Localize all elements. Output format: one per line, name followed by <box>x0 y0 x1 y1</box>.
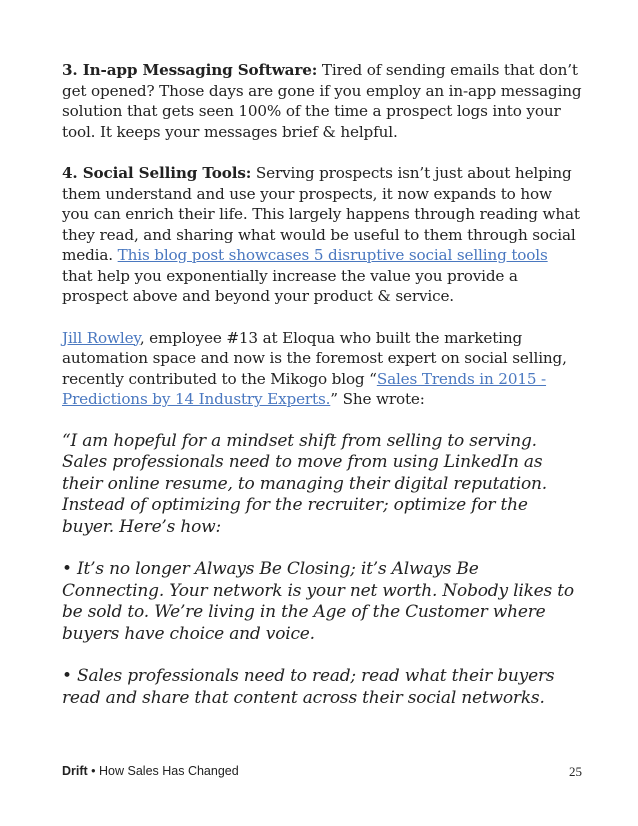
jill-text: , employee #13 at Eloqua who built the marketing automation space and now is the foremost expert on social selling, recently contributed to the Mikogo blog “ <box>62 328 567 388</box>
section-title: 3. In-app Messaging Software: <box>62 61 318 79</box>
jill-text-end: ” She wrote: <box>330 390 425 408</box>
section-social-selling <box>62 163 582 307</box>
section-body: Serving prospects isn’t just about helping them understand and use your prospects, it now expands to how you can enrich their life. This largely happens through reading what they read, and sharing what would be useful to them through social media. <box>62 164 580 264</box>
quote-paragraph: • Sales professionals need to read; read what their buyers read and share that content across their social networks. <box>62 666 555 708</box>
page-number: 25 <box>569 764 582 779</box>
blog-post-link[interactable]: This blog post showcases 5 disruptive social selling tools <box>117 246 548 264</box>
section-body-end: that help you exponentially increase the value you provide a prospect above and beyond your product & service. <box>62 266 518 305</box>
section-body: Tired of sending emails that don’t get opened? Those days are gone if you employ an in-app messaging solution that gets seen 100% of the time a prospect logs into your tool. It keeps your messages brief & helpful. <box>62 61 582 141</box>
page-content <box>62 60 582 730</box>
jill-rowley-paragraph <box>62 328 582 410</box>
footer-separator: • <box>87 764 100 778</box>
page-footer <box>62 764 582 778</box>
jill-rowley-link[interactable]: Jill Rowley <box>62 328 140 347</box>
quote-paragraph: “I am hopeful for a mindset shift from selling to serving. Sales professionals need to move from using LinkedIn as their online resume, to managing their digital reputation. Instead of optimizing for the recruiter; optimize for the buyer. Here’s how: <box>62 430 547 537</box>
section-title: 4. Social Selling Tools: <box>62 164 252 182</box>
footer-title: How Sales Has Changed <box>99 764 239 778</box>
sales-trends-link[interactable]: Sales Trends in 2015 - Predictions by 14 Industry Experts. <box>62 369 547 408</box>
footer-brand: Drift <box>62 764 88 778</box>
quote-paragraph: • It’s no longer Always Be Closing; it’s Always Be Connecting. Your network is your net worth. Nobody likes to be sold to. We’re living in the Age of the Customer where buyers have choice and voice. <box>62 559 574 644</box>
section-in-app-messaging <box>62 60 582 142</box>
